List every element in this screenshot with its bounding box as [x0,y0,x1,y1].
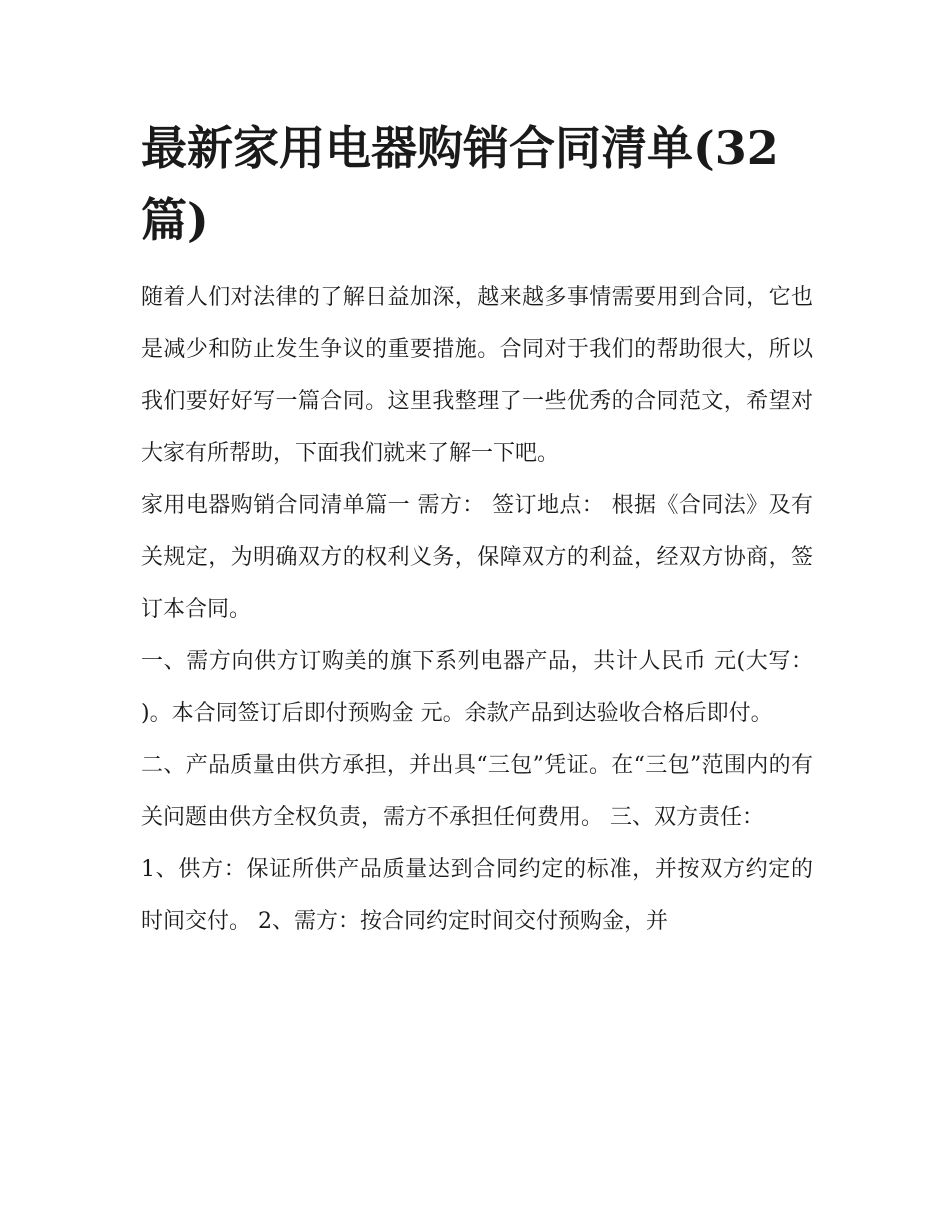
responsibility-paragraph: 1、供方：保证所供产品质量达到合同约定的标准，并按双方约定的时间交付。 2、需方：按合同约定时间交付预购金，并 [141,857,813,934]
intro-paragraph: 随着人们对法律的了解日益加深，越来越多事情需要用到合同，它也是减少和防止发生争议的重要措施。合同对于我们的帮助很大，所以我们要好好写一篇合同。这里我整理了一些优秀的合同范文，希望对大家有所帮助，下面我们就来了解一下吧。 [141,285,813,466]
clause-two-paragraph: 二、产品质量由供方承担，并出具“三包”凭证。在“三包”范围内的有关问题由供方全权负责，需方不承担任何费用。 三、双方责任： [141,753,813,830]
contract-heading-paragraph: 家用电器购销合同清单篇一 需方： 签订地点： 根据《合同法》及有关规定，为明确双方的权利义务，保障双方的利益，经双方协商，签订本合同。 [141,493,813,622]
document-page [141,112,813,948]
clause-one-paragraph: 一、需方向供方订购美的旗下系列电器产品，共计人民币 元(大写： )。本合同签订后即付预购金 元。余款产品到达验收合格后即付。 [141,649,813,726]
document-title: 最新家用电器购销合同清单(32篇) [141,121,779,247]
